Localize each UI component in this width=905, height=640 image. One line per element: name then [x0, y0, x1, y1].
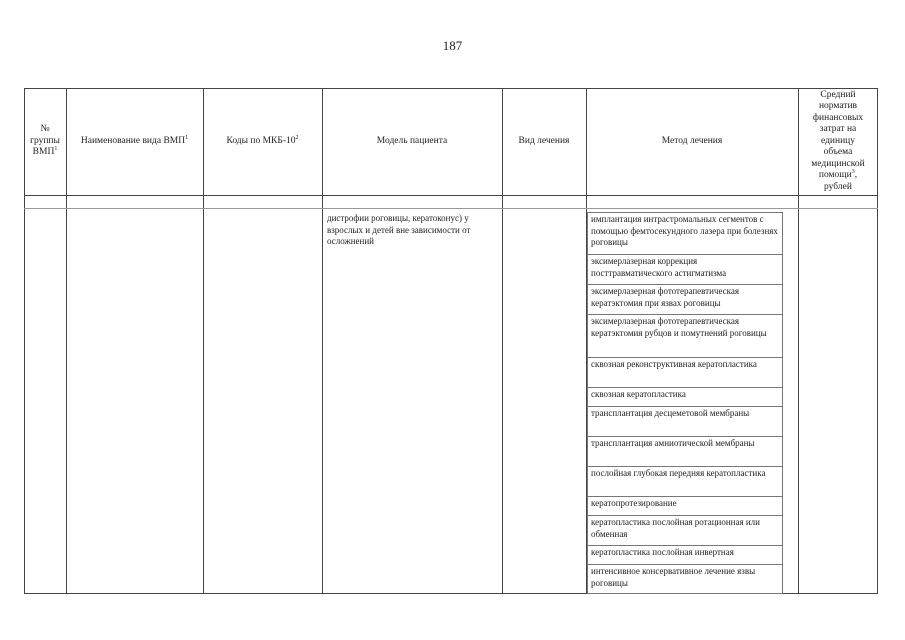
header-average-cost: Средний норматив финансовых затрат на единицу объема медицинской помощи$^3$, рублей: [811, 89, 865, 192]
header-treatment-type: Вид лечения: [518, 135, 570, 146]
method-cell: эксимерлазерная фототерапевтическая кератэктомия рубцов и помутнений роговицы: [587, 314, 783, 358]
header-patient-model: Модель пациента: [376, 135, 448, 146]
method-cell: эксимерлазерная фототерапевтическая кератэктомия при язвах роговицы: [587, 284, 783, 315]
method-cell: интенсивное консервативное лечение язвы роговицы: [587, 564, 783, 594]
method-cell: сквозная кератопластика: [587, 387, 783, 407]
method-cell: послойная глубокая передняя кератопластика: [587, 466, 783, 497]
header-divider: [24, 208, 878, 209]
patient-model-cell: дистрофии роговицы, кератоконус) у взрослых и детей вне зависимости от осложнений: [327, 213, 471, 246]
header-vmp-name: Наименование вида ВМП$^1$: [80, 134, 189, 146]
method-cell: кератопластика послойная инвертная: [587, 545, 783, 565]
header-divider: [24, 195, 878, 196]
method-cell: сквозная реконструктивная кератопластика: [587, 357, 783, 388]
header-group-number: № группы ВМП$^1$: [30, 124, 60, 158]
method-cell: трансплантация амниотической мембраны: [587, 436, 783, 467]
method-cell: кератопротезирование: [587, 496, 783, 516]
header-icd-codes: Коды по МКБ-$10^2$: [226, 134, 299, 146]
method-cell: кератопластика послойная ротационная или обменная: [587, 515, 783, 546]
page-number: 187: [442, 38, 463, 53]
method-cell: эксимерлазерная коррекция посттравматического астигматизма: [587, 254, 783, 285]
header-treatment-method: Метод лечения: [661, 135, 723, 146]
method-cell: имплантация интрастромальных сегментов с помощью фемтосекундного лазера при болезнях роговицы: [587, 212, 783, 255]
method-cell: трансплантация десцеметовой мембраны: [587, 406, 783, 437]
